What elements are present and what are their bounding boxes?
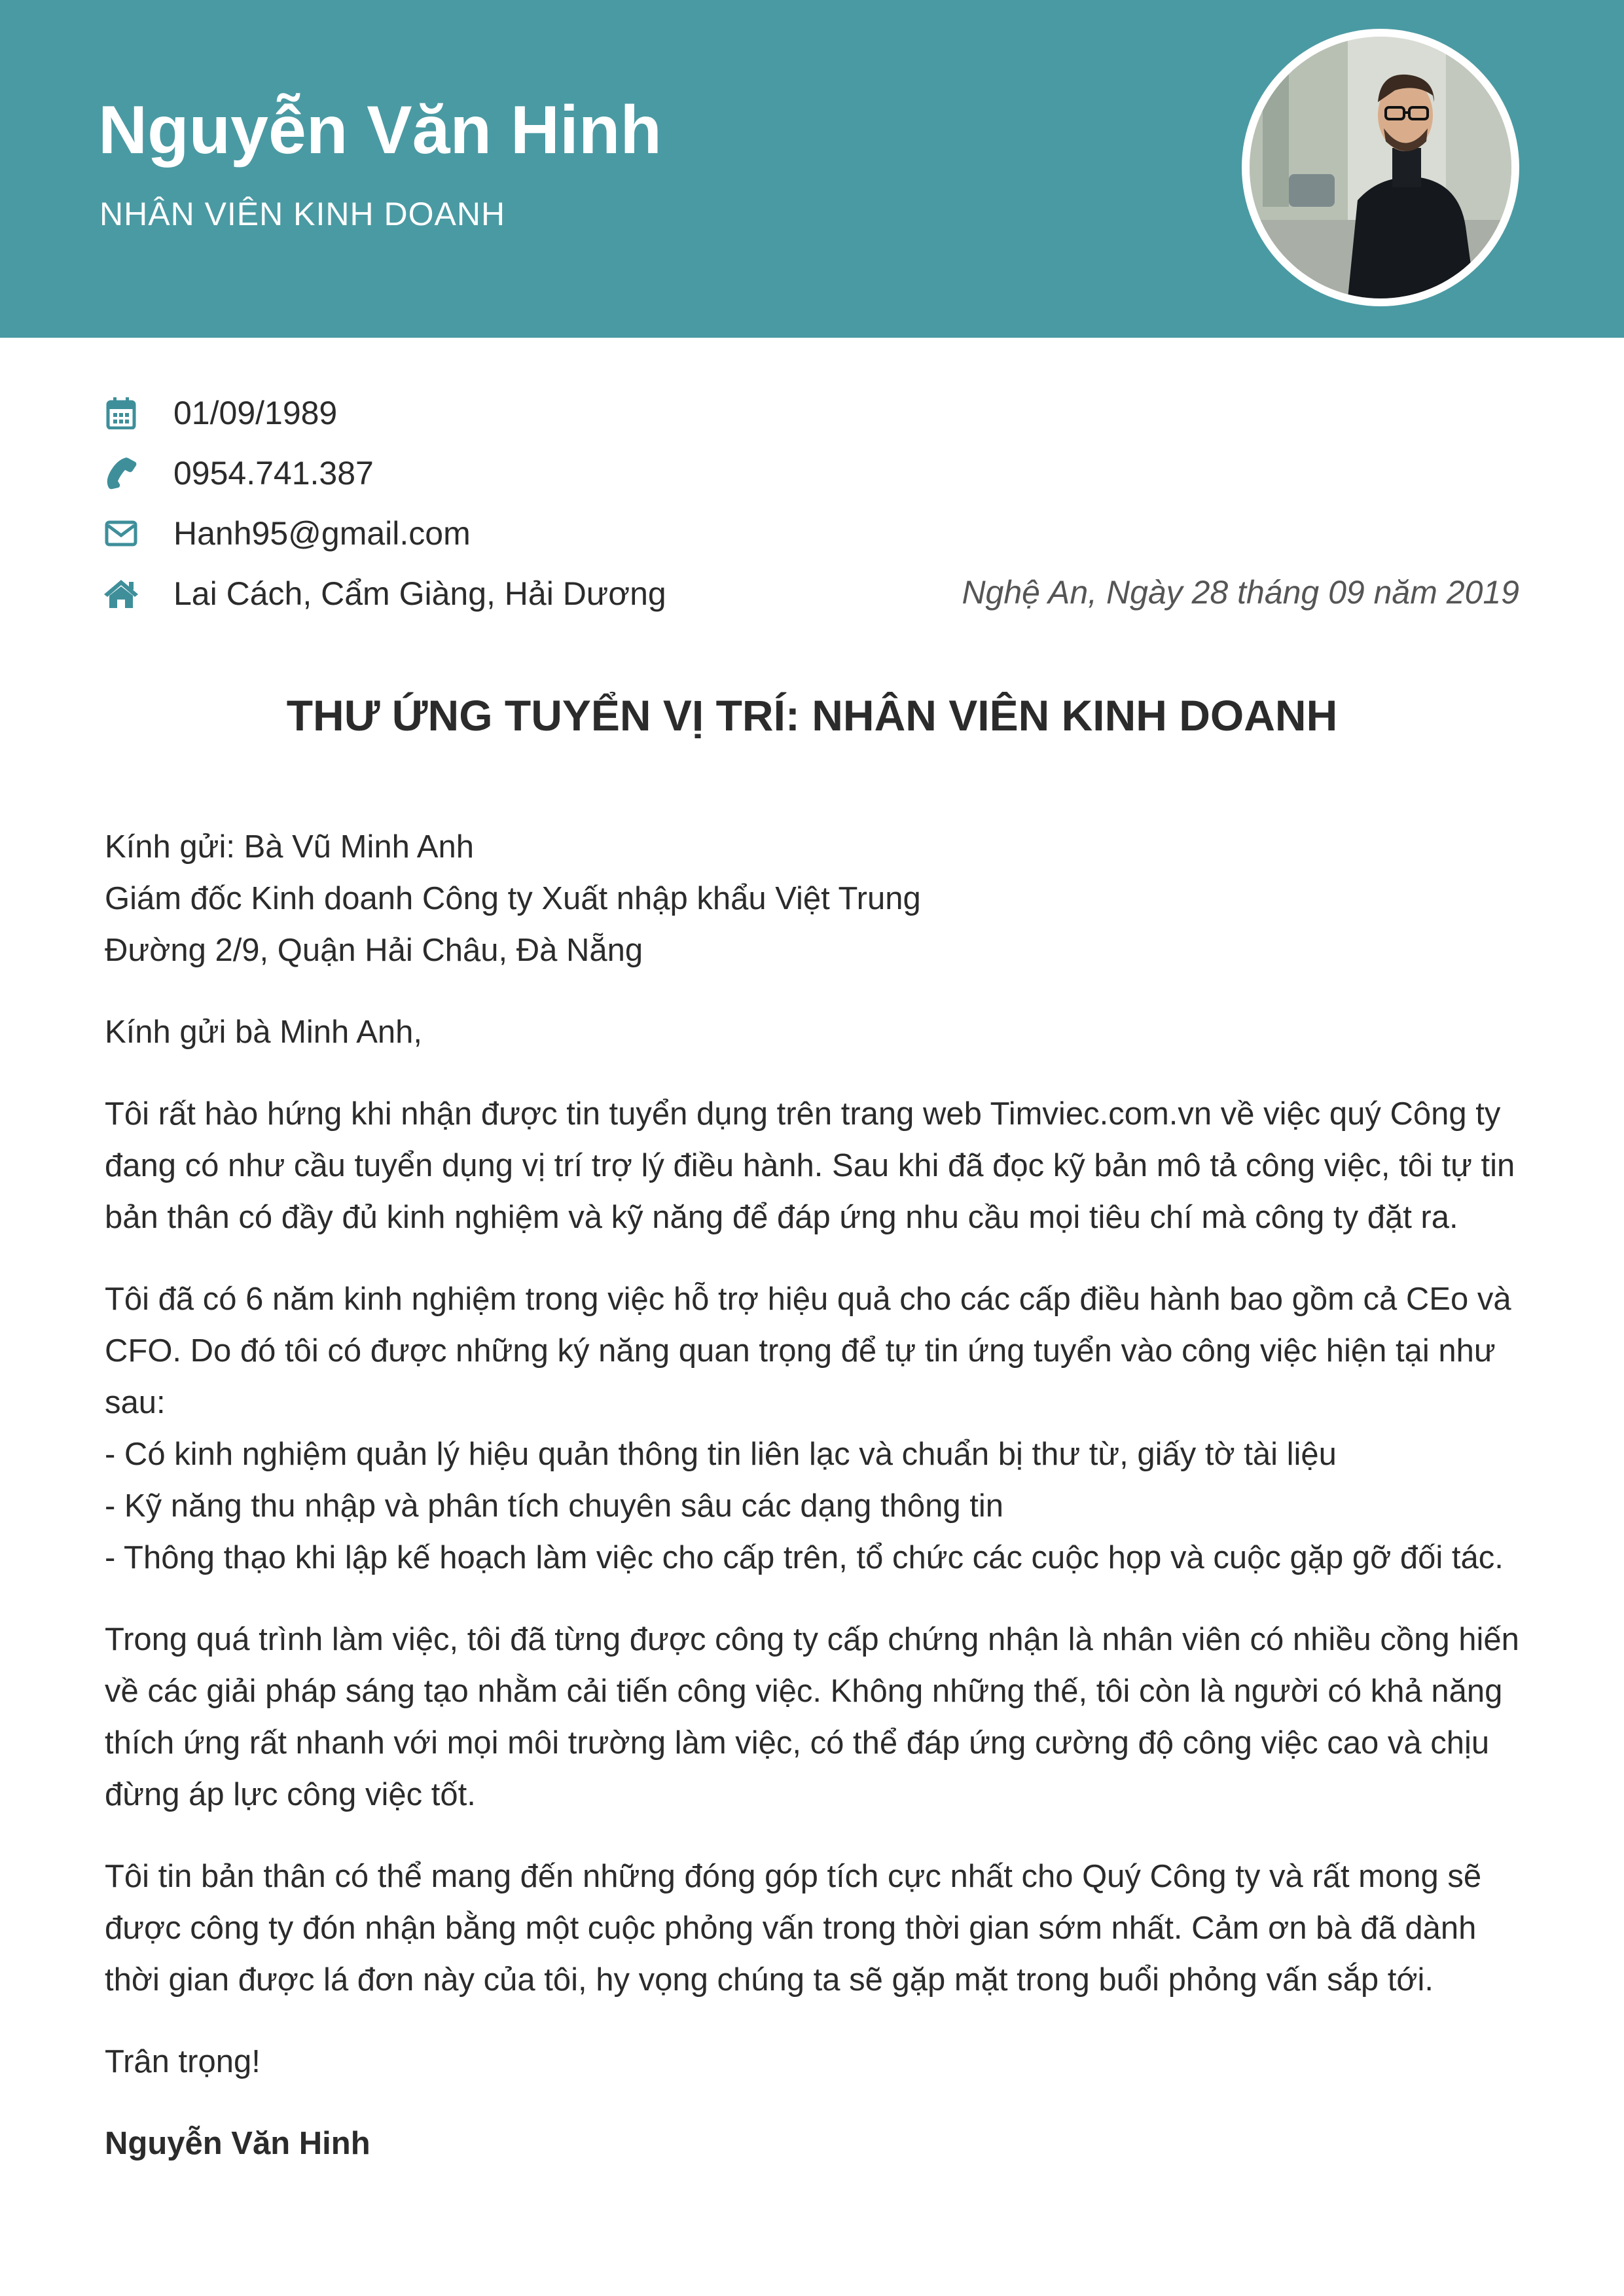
email-text: Hanh95@gmail.com [173, 515, 471, 552]
home-icon [101, 574, 141, 613]
recipient-block [105, 821, 1525, 977]
contact-address [101, 564, 666, 624]
profile-photo [1250, 37, 1511, 298]
phone-text: 0954.741.387 [173, 455, 374, 492]
letter-body [105, 821, 1525, 2200]
recipient-title: Giám đốc Kinh doanh Công ty Xuất nhập khẩu Việt Trung [105, 881, 921, 916]
contact-birthdate [101, 383, 666, 443]
paragraph-2 [105, 1274, 1525, 1584]
applicant-name: Nguyễn Văn Hinh [98, 92, 662, 168]
list-item: - Có kinh nghiệm quản lý hiệu quản thông tin liên lạc và chuẩn bị thư từ, giấy tờ tài liệu [105, 1437, 1337, 1472]
avatar [1242, 29, 1519, 306]
closing: Trân trọng! [105, 2044, 261, 2079]
phone-icon [101, 454, 141, 493]
recipient-address: Đường 2/9, Quận Hải Châu, Đà Nẵng [105, 933, 643, 968]
contact-email [101, 503, 666, 564]
letter-title: THƯ ỨNG TUYỂN VỊ TRÍ: NHÂN VIÊN KINH DOANH [286, 691, 1338, 740]
header-banner [0, 0, 1624, 338]
paragraph-3: Trong quá trình làm việc, tôi đã từng được công ty cấp chứng nhận là nhân viên có nhiều cồng hiến về các giải pháp sáng tạo nhằm cải tiến công việc. Không những thế, tôi còn là người có khả năng thích ứng rất nhanh với mọi môi trường làm việc, có thể đáp ứng cường độ công việc cao và chịu đừng áp lực công việc tốt. [105, 1622, 1519, 1812]
list-item: - Thông thạo khi lập kế hoạch làm việc cho cấp trên, tổ chức các cuộc họp và cuộc gặp gỡ đối tác. [105, 1540, 1504, 1575]
contact-list [101, 383, 666, 624]
address-text: Lai Cách, Cẩm Giàng, Hải Dương [173, 575, 666, 612]
calendar-icon [101, 393, 141, 433]
recipient-line: Kính gửi: Bà Vũ Minh Anh [105, 829, 474, 865]
contact-phone [101, 443, 666, 503]
birthdate-text: 01/09/1989 [173, 395, 338, 431]
envelope-icon [101, 514, 141, 553]
signature: Nguyễn Văn Hinh [105, 2126, 370, 2161]
paragraph-2-intro: Tôi đã có 6 năm kinh nghiệm trong việc hỗ trợ hiệu quả cho các cấp điều hành bao gồm cả CEo và CFO. Do đó tôi có được những ký năng quan trọng để tự tin ứng tuyển vào công việc hiện tại như sau: [105, 1282, 1511, 1420]
greeting: Kính gửi bà Minh Anh, [105, 1014, 422, 1050]
applicant-role: NHÂN VIÊN KINH DOANH [99, 196, 506, 232]
paragraph-1: Tôi rất hào hứng khi nhận được tin tuyển dụng trên trang web Timviec.com.vn về việc quý Công ty đang có như cầu tuyển dụng vị trí trợ lý điều hành. Sau khi đã đọc kỹ bản mô tả công việc, tôi tự tin bản thân có đầy đủ kinh nghiệm và kỹ năng để đáp ứng nhu cầu mọi tiêu chí mà công ty đặt ra. [105, 1096, 1515, 1235]
place-date: Nghệ An, Ngày 28 tháng 09 năm 2019 [962, 574, 1519, 611]
list-item: - Kỹ năng thu nhập và phân tích chuyên sâu các dạng thông tin [105, 1488, 1003, 1524]
paragraph-4: Tôi tin bản thân có thể mang đến những đóng góp tích cực nhất cho Quý Công ty và rất mong sẽ được công ty đón nhận bằng một cuộc phỏng vấn trong thời gian sớm nhất. Cảm ơn bà đã dành thời gian được lá đơn này của tôi, hy vọng chúng ta sẽ gặp mặt trong buổi phỏng vấn sắp tới. [105, 1859, 1482, 1998]
